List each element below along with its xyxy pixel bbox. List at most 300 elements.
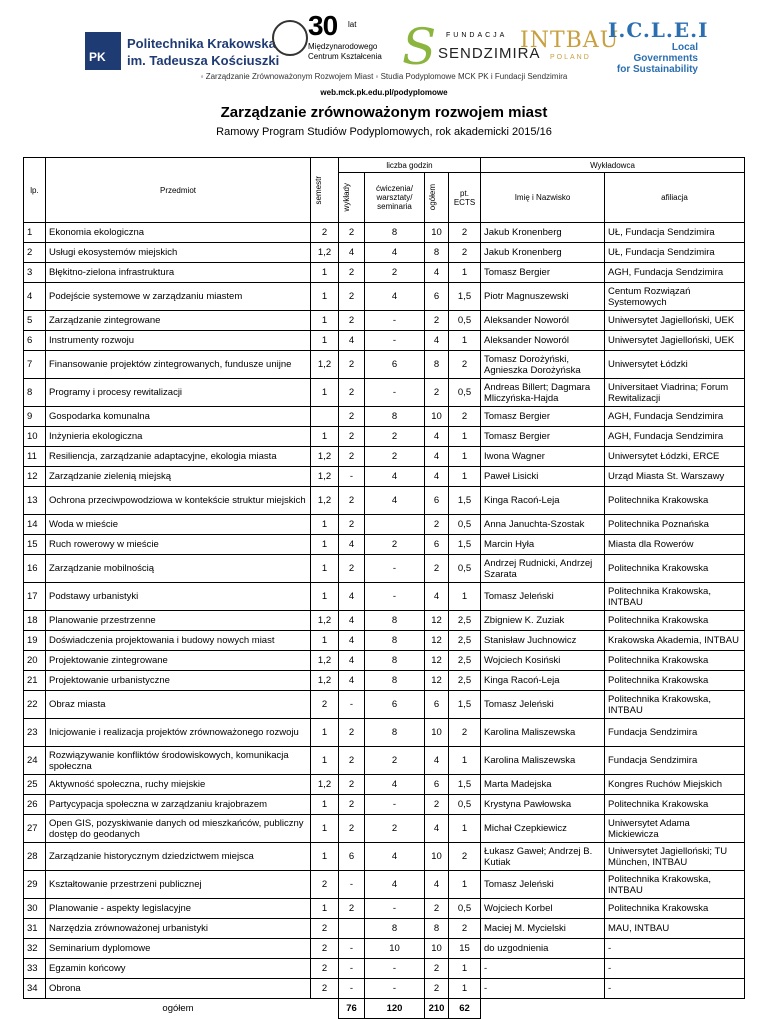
row-lp: 6 bbox=[24, 331, 46, 351]
row-cwiczenia: 2 bbox=[365, 815, 425, 843]
row-semestr: 1,2 bbox=[311, 447, 339, 467]
row-lp: 27 bbox=[24, 815, 46, 843]
row-wyklady: 4 bbox=[339, 331, 365, 351]
row-affiliation: - bbox=[605, 959, 745, 979]
row-lp: 17 bbox=[24, 583, 46, 611]
row-wyklady: 4 bbox=[339, 611, 365, 631]
row-semestr: 1 bbox=[311, 283, 339, 311]
row-lp: 8 bbox=[24, 379, 46, 407]
row-semestr: 1,2 bbox=[311, 611, 339, 631]
mck-emblem-icon bbox=[272, 20, 308, 56]
row-przedmiot: Ochrona przeciwpowodziowa w kontekście struktur miejskich bbox=[46, 487, 311, 515]
row-ects: 1 bbox=[449, 447, 481, 467]
table-row bbox=[24, 651, 745, 671]
row-ogolem: 10 bbox=[425, 223, 449, 243]
row-cwiczenia: - bbox=[365, 899, 425, 919]
header-lp: lp. bbox=[24, 158, 46, 223]
row-lp: 2 bbox=[24, 243, 46, 263]
header-przedmiot: Przedmiot bbox=[46, 158, 311, 223]
row-lecturer: Piotr Magnuszewski bbox=[481, 283, 605, 311]
row-semestr: 2 bbox=[311, 939, 339, 959]
row-semestr: 1 bbox=[311, 747, 339, 775]
row-ects: 1,5 bbox=[449, 691, 481, 719]
row-wyklady: 4 bbox=[339, 583, 365, 611]
row-przedmiot: Błękitno-zielona infrastruktura bbox=[46, 263, 311, 283]
row-lp: 5 bbox=[24, 311, 46, 331]
row-ogolem: 4 bbox=[425, 583, 449, 611]
row-semestr: 1 bbox=[311, 583, 339, 611]
row-semestr: 1,2 bbox=[311, 243, 339, 263]
table-body bbox=[24, 223, 745, 1019]
row-przedmiot: Inicjowanie i realizacja projektów zrównoważonego rozwoju bbox=[46, 719, 311, 747]
row-ects: 1 bbox=[449, 871, 481, 899]
row-przedmiot: Obraz miasta bbox=[46, 691, 311, 719]
total-ogolem: 210 bbox=[425, 999, 449, 1019]
row-lp: 15 bbox=[24, 535, 46, 555]
table-row bbox=[24, 283, 745, 311]
row-lp: 24 bbox=[24, 747, 46, 775]
row-affiliation: Krakowska Akademia, INTBAU bbox=[605, 631, 745, 651]
row-wyklady: 2 bbox=[339, 515, 365, 535]
row-lp: 23 bbox=[24, 719, 46, 747]
row-affiliation: Uniwersytet Jagielloński, UEK bbox=[605, 311, 745, 331]
row-ogolem: 6 bbox=[425, 775, 449, 795]
row-lecturer: Tomasz Bergier bbox=[481, 263, 605, 283]
row-przedmiot: Programy i procesy rewitalizacji bbox=[46, 379, 311, 407]
row-semestr: 1 bbox=[311, 331, 339, 351]
row-przedmiot: Planowanie - aspekty legislacyjne bbox=[46, 899, 311, 919]
table-row bbox=[24, 583, 745, 611]
total-spacer bbox=[605, 999, 745, 1019]
row-lp: 9 bbox=[24, 407, 46, 427]
row-przedmiot: Instrumenty rozwoju bbox=[46, 331, 311, 351]
table-row bbox=[24, 351, 745, 379]
row-cwiczenia: 2 bbox=[365, 747, 425, 775]
row-lecturer: Karolina Maliszewska bbox=[481, 719, 605, 747]
total-cwiczenia: 120 bbox=[365, 999, 425, 1019]
row-wyklady: 2 bbox=[339, 555, 365, 583]
row-wyklady: 4 bbox=[339, 651, 365, 671]
row-lecturer: Michał Czepkiewicz bbox=[481, 815, 605, 843]
row-lp: 33 bbox=[24, 959, 46, 979]
row-wyklady: - bbox=[339, 467, 365, 487]
header-cwiczenia: ćwiczenia/ warsztaty/ seminaria bbox=[365, 173, 425, 223]
row-przedmiot: Open GIS, pozyskiwanie danych od mieszkańców, publiczny dostęp do geodanych bbox=[46, 815, 311, 843]
row-przedmiot: Narzędzia zrównoważonej urbanistyki bbox=[46, 919, 311, 939]
row-ects: 2,5 bbox=[449, 651, 481, 671]
row-lecturer: - bbox=[481, 979, 605, 999]
row-lecturer: Marcin Hyła bbox=[481, 535, 605, 555]
row-cwiczenia: 10 bbox=[365, 939, 425, 959]
row-lecturer: Maciej M. Mycielski bbox=[481, 919, 605, 939]
table-row bbox=[24, 939, 745, 959]
row-przedmiot: Planowanie przestrzenne bbox=[46, 611, 311, 631]
row-cwiczenia: 4 bbox=[365, 283, 425, 311]
fundacja-sendzimira-logo bbox=[400, 18, 541, 76]
row-wyklady: 2 bbox=[339, 311, 365, 331]
row-lp: 29 bbox=[24, 871, 46, 899]
row-lecturer: Paweł Lisicki bbox=[481, 467, 605, 487]
row-ects: 0,5 bbox=[449, 379, 481, 407]
table-row bbox=[24, 487, 745, 515]
row-przedmiot: Ekonomia ekologiczna bbox=[46, 223, 311, 243]
row-wyklady: 4 bbox=[339, 535, 365, 555]
row-ogolem: 2 bbox=[425, 555, 449, 583]
row-wyklady: - bbox=[339, 691, 365, 719]
header-liczba-godzin: liczba godzin bbox=[339, 158, 481, 173]
row-ects: 2 bbox=[449, 407, 481, 427]
table-row bbox=[24, 691, 745, 719]
row-lecturer: Karolina Maliszewska bbox=[481, 747, 605, 775]
row-wyklady: - bbox=[339, 939, 365, 959]
row-cwiczenia: 8 bbox=[365, 671, 425, 691]
row-ogolem: 10 bbox=[425, 939, 449, 959]
row-wyklady: 2 bbox=[339, 795, 365, 815]
row-lecturer: Tomasz Bergier bbox=[481, 407, 605, 427]
row-lp: 12 bbox=[24, 467, 46, 487]
table-row bbox=[24, 535, 745, 555]
row-ects: 0,5 bbox=[449, 555, 481, 583]
row-semestr: 1 bbox=[311, 515, 339, 535]
row-cwiczenia: 8 bbox=[365, 407, 425, 427]
row-affiliation: UŁ, Fundacja Sendzimira bbox=[605, 223, 745, 243]
row-affiliation: Miasta dla Rowerów bbox=[605, 535, 745, 555]
row-lp: 31 bbox=[24, 919, 46, 939]
row-lecturer: Jakub Kronenberg bbox=[481, 223, 605, 243]
row-przedmiot: Doświadczenia projektowania i budowy nowych miast bbox=[46, 631, 311, 651]
row-semestr: 2 bbox=[311, 959, 339, 979]
iclei-sub1: Local bbox=[671, 42, 698, 53]
row-cwiczenia: - bbox=[365, 795, 425, 815]
row-lp: 14 bbox=[24, 515, 46, 535]
row-cwiczenia: 8 bbox=[365, 223, 425, 243]
row-cwiczenia: 8 bbox=[365, 611, 425, 631]
row-przedmiot: Usługi ekosystemów miejskich bbox=[46, 243, 311, 263]
row-lp: 25 bbox=[24, 775, 46, 795]
iclei-sub3: for Sustainability bbox=[616, 64, 698, 75]
row-ects: 0,5 bbox=[449, 311, 481, 331]
row-ects: 1 bbox=[449, 979, 481, 999]
row-ogolem: 4 bbox=[425, 467, 449, 487]
table-row bbox=[24, 243, 745, 263]
row-lecturer: Stanisław Juchnowicz bbox=[481, 631, 605, 651]
row-lp: 30 bbox=[24, 899, 46, 919]
row-lp: 7 bbox=[24, 351, 46, 379]
table-row bbox=[24, 331, 745, 351]
row-ects: 2 bbox=[449, 719, 481, 747]
table-row bbox=[24, 311, 745, 331]
row-semestr: 2 bbox=[311, 871, 339, 899]
row-cwiczenia: - bbox=[365, 331, 425, 351]
row-wyklady: 2 bbox=[339, 283, 365, 311]
table-row bbox=[24, 407, 745, 427]
row-ogolem: 4 bbox=[425, 871, 449, 899]
table-row bbox=[24, 379, 745, 407]
row-lp: 20 bbox=[24, 651, 46, 671]
row-ects: 0,5 bbox=[449, 899, 481, 919]
row-affiliation: Politechnika Krakowska bbox=[605, 671, 745, 691]
header-afiliacja: afiliacja bbox=[605, 173, 745, 223]
row-ogolem: 8 bbox=[425, 351, 449, 379]
pk-logo bbox=[85, 32, 280, 72]
iclei-logo bbox=[608, 18, 709, 78]
row-ogolem: 2 bbox=[425, 899, 449, 919]
row-wyklady: 2 bbox=[339, 775, 365, 795]
row-ects: 2 bbox=[449, 919, 481, 939]
row-ects: 1 bbox=[449, 331, 481, 351]
row-wyklady: 2 bbox=[339, 899, 365, 919]
row-lp: 21 bbox=[24, 671, 46, 691]
row-ogolem: 10 bbox=[425, 407, 449, 427]
row-przedmiot: Podstawy urbanistyki bbox=[46, 583, 311, 611]
table-row bbox=[24, 843, 745, 871]
row-semestr: 1 bbox=[311, 815, 339, 843]
row-semestr: 1 bbox=[311, 379, 339, 407]
row-ogolem: 8 bbox=[425, 919, 449, 939]
row-affiliation: Uniwersytet Łódzki, ERCE bbox=[605, 447, 745, 467]
row-przedmiot: Ruch rowerowy w mieście bbox=[46, 535, 311, 555]
row-semestr: 1,2 bbox=[311, 467, 339, 487]
row-ogolem: 4 bbox=[425, 747, 449, 775]
row-lp: 22 bbox=[24, 691, 46, 719]
iclei-sub2: Governments bbox=[633, 53, 698, 64]
row-lp: 13 bbox=[24, 487, 46, 515]
row-wyklady bbox=[339, 919, 365, 939]
row-ogolem: 6 bbox=[425, 691, 449, 719]
row-lecturer: Tomasz Jeleński bbox=[481, 871, 605, 899]
total-row bbox=[24, 999, 745, 1019]
row-ogolem: 2 bbox=[425, 959, 449, 979]
row-wyklady: - bbox=[339, 959, 365, 979]
row-przedmiot: Gospodarka komunalna bbox=[46, 407, 311, 427]
row-wyklady: 4 bbox=[339, 631, 365, 651]
row-wyklady: 2 bbox=[339, 407, 365, 427]
row-przedmiot: Podejście systemowe w zarządzaniu miastem bbox=[46, 283, 311, 311]
row-wyklady: 2 bbox=[339, 747, 365, 775]
total-spacer bbox=[311, 999, 339, 1019]
mck-30: 30 bbox=[308, 10, 338, 41]
table-row bbox=[24, 263, 745, 283]
row-ects: 1,5 bbox=[449, 283, 481, 311]
row-wyklady: 2 bbox=[339, 427, 365, 447]
row-lecturer: Tomasz Jeleński bbox=[481, 691, 605, 719]
iclei-name: I.C.L.E.I bbox=[608, 18, 709, 42]
intbau-country: POLAND bbox=[550, 54, 591, 61]
fs-fundacja: FUNDACJA bbox=[446, 32, 508, 39]
row-ects: 2,5 bbox=[449, 611, 481, 631]
row-affiliation: AGH, Fundacja Sendzimira bbox=[605, 263, 745, 283]
row-ects: 1 bbox=[449, 467, 481, 487]
row-przedmiot: Partycypacja społeczna w zarządzaniu krajobrazem bbox=[46, 795, 311, 815]
row-semestr: 1,2 bbox=[311, 487, 339, 515]
row-wyklady: - bbox=[339, 871, 365, 899]
row-ects: 1 bbox=[449, 263, 481, 283]
total-label: ogółem bbox=[162, 1003, 194, 1015]
tagline: ◦ Zarządzanie Zrównoważonym Rozwojem Miast ◦ Studia Podyplomowe MCK PK i Fundacji Sendzimira bbox=[200, 72, 568, 81]
table-row bbox=[24, 775, 745, 795]
page-title: Zarządzanie zrównoważonym rozwojem miast bbox=[220, 104, 548, 121]
row-semestr: 1,2 bbox=[311, 351, 339, 379]
row-affiliation: Urząd Miasta St. Warszawy bbox=[605, 467, 745, 487]
row-semestr: 2 bbox=[311, 223, 339, 243]
row-przedmiot: Projektowanie zintegrowane bbox=[46, 651, 311, 671]
row-cwiczenia: 6 bbox=[365, 351, 425, 379]
row-lecturer: Anna Januchta-Szostak bbox=[481, 515, 605, 535]
row-lp: 11 bbox=[24, 447, 46, 467]
row-lecturer: Wojciech Kosiński bbox=[481, 651, 605, 671]
row-cwiczenia: 4 bbox=[365, 243, 425, 263]
row-affiliation: MAU, INTBAU bbox=[605, 919, 745, 939]
row-przedmiot: Zarządzanie zintegrowane bbox=[46, 311, 311, 331]
row-ects: 0,5 bbox=[449, 795, 481, 815]
web-address: web.mck.pk.edu.pl/podyplomowe bbox=[320, 88, 448, 97]
row-ects: 2 bbox=[449, 351, 481, 379]
row-affiliation: Centum Rozwiązań Systemowych bbox=[605, 283, 745, 311]
row-affiliation: UŁ, Fundacja Sendzimira bbox=[605, 243, 745, 263]
row-lp: 26 bbox=[24, 795, 46, 815]
row-wyklady: 4 bbox=[339, 671, 365, 691]
row-wyklady: 6 bbox=[339, 843, 365, 871]
pk-name-line2: im. Tadeusza Kościuszki bbox=[127, 53, 280, 68]
row-lecturer: do uzgodnienia bbox=[481, 939, 605, 959]
row-affiliation: AGH, Fundacja Sendzimira bbox=[605, 427, 745, 447]
row-lp: 19 bbox=[24, 631, 46, 651]
row-semestr: 2 bbox=[311, 919, 339, 939]
table-row bbox=[24, 919, 745, 939]
row-lecturer: Wojciech Korbel bbox=[481, 899, 605, 919]
row-lecturer: Kinga Racoń-Leja bbox=[481, 487, 605, 515]
row-lecturer: Kinga Racoń-Leja bbox=[481, 671, 605, 691]
row-affiliation: Universitaet Viadrina; Forum Rewitalizacji bbox=[605, 379, 745, 407]
row-cwiczenia: - bbox=[365, 979, 425, 999]
table-row bbox=[24, 871, 745, 899]
row-ects: 1,5 bbox=[449, 535, 481, 555]
total-spacer bbox=[481, 999, 605, 1019]
row-lecturer: Tomasz Jeleński bbox=[481, 583, 605, 611]
row-ogolem: 4 bbox=[425, 447, 449, 467]
row-lp: 10 bbox=[24, 427, 46, 447]
row-ogolem: 2 bbox=[425, 979, 449, 999]
row-affiliation: Uniwersytet Jagielloński, UEK bbox=[605, 331, 745, 351]
row-lp: 18 bbox=[24, 611, 46, 631]
row-cwiczenia: - bbox=[365, 379, 425, 407]
table-row bbox=[24, 447, 745, 467]
row-semestr: 2 bbox=[311, 979, 339, 999]
row-wyklady: 2 bbox=[339, 447, 365, 467]
row-przedmiot: Kształtowanie przestrzeni publicznej bbox=[46, 871, 311, 899]
row-lecturer: Tomasz Bergier bbox=[481, 427, 605, 447]
row-ogolem: 10 bbox=[425, 719, 449, 747]
page-subtitle: Ramowy Program Studiów Podyplomowych, rok akademicki 2015/16 bbox=[216, 126, 552, 138]
row-cwiczenia: 4 bbox=[365, 871, 425, 899]
row-ogolem: 2 bbox=[425, 379, 449, 407]
row-ects: 1 bbox=[449, 583, 481, 611]
row-lp: 34 bbox=[24, 979, 46, 999]
row-lecturer: Aleksander Noworól bbox=[481, 331, 605, 351]
row-semestr: 1 bbox=[311, 719, 339, 747]
row-lp: 16 bbox=[24, 555, 46, 583]
row-ects: 2,5 bbox=[449, 671, 481, 691]
row-przedmiot: Finansowanie projektów zintegrowanych, fundusze unijne bbox=[46, 351, 311, 379]
row-cwiczenia: 4 bbox=[365, 775, 425, 795]
row-lp: 4 bbox=[24, 283, 46, 311]
row-lecturer: Tomasz Dorożyński, Agnieszka Dorożyńska bbox=[481, 351, 605, 379]
row-cwiczenia bbox=[365, 515, 425, 535]
row-ogolem: 6 bbox=[425, 487, 449, 515]
row-affiliation: Politechnika Krakowska, INTBAU bbox=[605, 691, 745, 719]
table-row bbox=[24, 959, 745, 979]
row-ects: 1 bbox=[449, 747, 481, 775]
row-semestr: 1 bbox=[311, 843, 339, 871]
row-ects: 2,5 bbox=[449, 631, 481, 651]
header-imie: Imię i Nazwisko bbox=[481, 173, 605, 223]
row-wyklady: 2 bbox=[339, 719, 365, 747]
row-cwiczenia: 2 bbox=[365, 427, 425, 447]
row-affiliation: Uniwersytet Adama Mickiewicza bbox=[605, 815, 745, 843]
row-semestr: 1 bbox=[311, 555, 339, 583]
mck-line1: Międzynarodowego bbox=[308, 42, 378, 51]
row-ects: 1 bbox=[449, 427, 481, 447]
row-ogolem: 2 bbox=[425, 795, 449, 815]
program-table bbox=[23, 157, 745, 1019]
row-semestr: 1 bbox=[311, 631, 339, 651]
row-wyklady: 4 bbox=[339, 243, 365, 263]
row-semestr bbox=[311, 407, 339, 427]
row-ects: 1,5 bbox=[449, 487, 481, 515]
row-lecturer: - bbox=[481, 959, 605, 979]
row-cwiczenia: 2 bbox=[365, 447, 425, 467]
row-affiliation: Politechnika Krakowska bbox=[605, 795, 745, 815]
row-cwiczenia: 8 bbox=[365, 719, 425, 747]
pk-name-line1: Politechnika Krakowska bbox=[127, 36, 276, 51]
row-cwiczenia: - bbox=[365, 583, 425, 611]
row-cwiczenia: 4 bbox=[365, 487, 425, 515]
row-lp: 3 bbox=[24, 263, 46, 283]
row-affiliation: AGH, Fundacja Sendzimira bbox=[605, 407, 745, 427]
row-wyklady: 2 bbox=[339, 223, 365, 243]
row-semestr: 2 bbox=[311, 691, 339, 719]
row-ogolem: 2 bbox=[425, 311, 449, 331]
row-affiliation: Uniwersytet Jagielloński; TU München, INTBAU bbox=[605, 843, 745, 871]
row-wyklady: 2 bbox=[339, 487, 365, 515]
row-ogolem: 12 bbox=[425, 651, 449, 671]
row-affiliation: - bbox=[605, 939, 745, 959]
row-lecturer: Marta Madejska bbox=[481, 775, 605, 795]
total-spacer bbox=[24, 999, 46, 1019]
row-cwiczenia: 2 bbox=[365, 263, 425, 283]
row-affiliation: Fundacja Sendzimira bbox=[605, 719, 745, 747]
row-affiliation: Politechnika Krakowska, INTBAU bbox=[605, 871, 745, 899]
row-ogolem: 2 bbox=[425, 515, 449, 535]
mck-lat: lat bbox=[348, 20, 357, 29]
row-lecturer: Krystyna Pawłowska bbox=[481, 795, 605, 815]
table-row bbox=[24, 795, 745, 815]
table-row bbox=[24, 515, 745, 535]
row-cwiczenia: 8 bbox=[365, 919, 425, 939]
row-lecturer: Łukasz Gaweł; Andrzej B. Kutiak bbox=[481, 843, 605, 871]
mck-logo bbox=[272, 10, 382, 72]
row-ogolem: 10 bbox=[425, 843, 449, 871]
row-ects: 1 bbox=[449, 815, 481, 843]
row-cwiczenia: - bbox=[365, 311, 425, 331]
row-wyklady: 2 bbox=[339, 815, 365, 843]
row-affiliation: Fundacja Sendzimira bbox=[605, 747, 745, 775]
row-przedmiot: Zarządzanie mobilnością bbox=[46, 555, 311, 583]
table-row bbox=[24, 747, 745, 775]
row-ogolem: 4 bbox=[425, 427, 449, 447]
row-ects: 2 bbox=[449, 243, 481, 263]
table-row bbox=[24, 223, 745, 243]
